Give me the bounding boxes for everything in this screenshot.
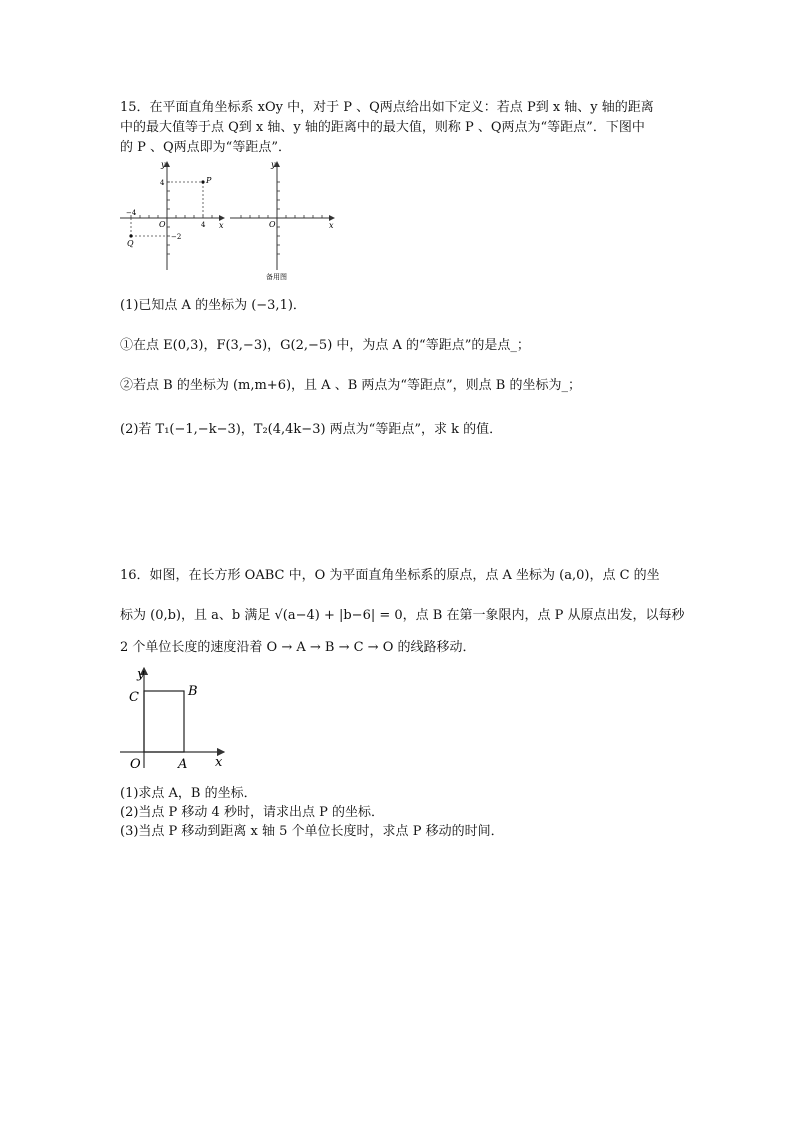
q-label: Q — [127, 239, 134, 248]
x-axis-label: x — [329, 221, 334, 230]
point-p — [201, 180, 204, 183]
a-label: A — [178, 757, 188, 772]
origin-label: O — [269, 220, 276, 229]
tick-label-y4: 4 — [160, 179, 165, 187]
x-axis-label: x — [219, 221, 224, 230]
q16-part-2: (2)当点 P 移动 4 秒时，请求出点 P 的坐标． — [120, 805, 384, 820]
q15-part-1a: ①在点 E(0,3)，F(3,−3)，G(2,−5) 中，为点 A 的“等距点”的是点_； — [120, 338, 530, 353]
q16-figure — [118, 664, 230, 772]
tick-label-xm4: −4 — [126, 209, 137, 217]
q15-line-2: 中的最大值等于点 Q到 x 轴、y 轴的距离中的最大值，则称 P 、Q两点为“等距点”．下图中 — [120, 120, 645, 135]
point-q — [129, 234, 132, 237]
origin-label: O — [130, 757, 141, 772]
q15-figure-backup — [226, 158, 338, 282]
q15-part-1: (1)已知点 A 的坐标为 (−3,1)． — [120, 298, 306, 313]
q16-line-3: 2 个单位长度的速度沿着 O → A → B → C → O 的线路移动． — [120, 640, 476, 655]
tick-label-ym2: −2 — [171, 233, 182, 241]
origin-label: O — [159, 220, 166, 229]
p-label: P — [206, 176, 212, 185]
b-label: B — [188, 684, 198, 699]
rectangle-oabc — [144, 691, 184, 752]
tick-label-x4: 4 — [201, 221, 206, 229]
y-axis-label: y — [161, 160, 166, 169]
y-axis-label: y — [137, 667, 145, 682]
q15-part-1b: ②若点 B 的坐标为 (m,m+6)，且 A 、B 两点为“等距点”，则点 B 的坐标为_； — [120, 378, 581, 393]
q15-part-2: (2)若 T₁(−1,−k−3)，T₂(4,4k−3) 两点为“等距点”，求 k 的值． — [120, 422, 503, 437]
q15-line-1: 15．在平面直角坐标系 xOy 中，对于 P 、Q两点给出如下定义：若点 P到 x 轴、y 轴的距离 — [120, 100, 654, 115]
q15-figure-main — [118, 158, 228, 276]
q16-part-3: (3)当点 P 移动到距离 x 轴 5 个单位长度时，求点 P 移动的时间． — [120, 824, 504, 839]
q16-line-1: 16．如图，在长方形 OABC 中，O 为平面直角坐标系的原点，点 A 坐标为 (a,0)，点 C 的坐 — [120, 568, 660, 583]
q16-line-2: 标为 (0,b)，且 a、b 满足 √(a−4) + |b−6| = 0，点 B 在第一象限内，点 P 从原点出发，以每秒 — [120, 608, 685, 623]
y-axis-label: y — [271, 160, 276, 169]
q15-line-3: 的 P 、Q两点即为“等距点”． — [120, 140, 291, 155]
figure-caption: 备用图 — [266, 273, 287, 281]
c-label: C — [129, 690, 139, 705]
q16-part-1: (1)求点 A，B 的坐标． — [120, 786, 257, 801]
x-axis-label: x — [215, 755, 223, 770]
